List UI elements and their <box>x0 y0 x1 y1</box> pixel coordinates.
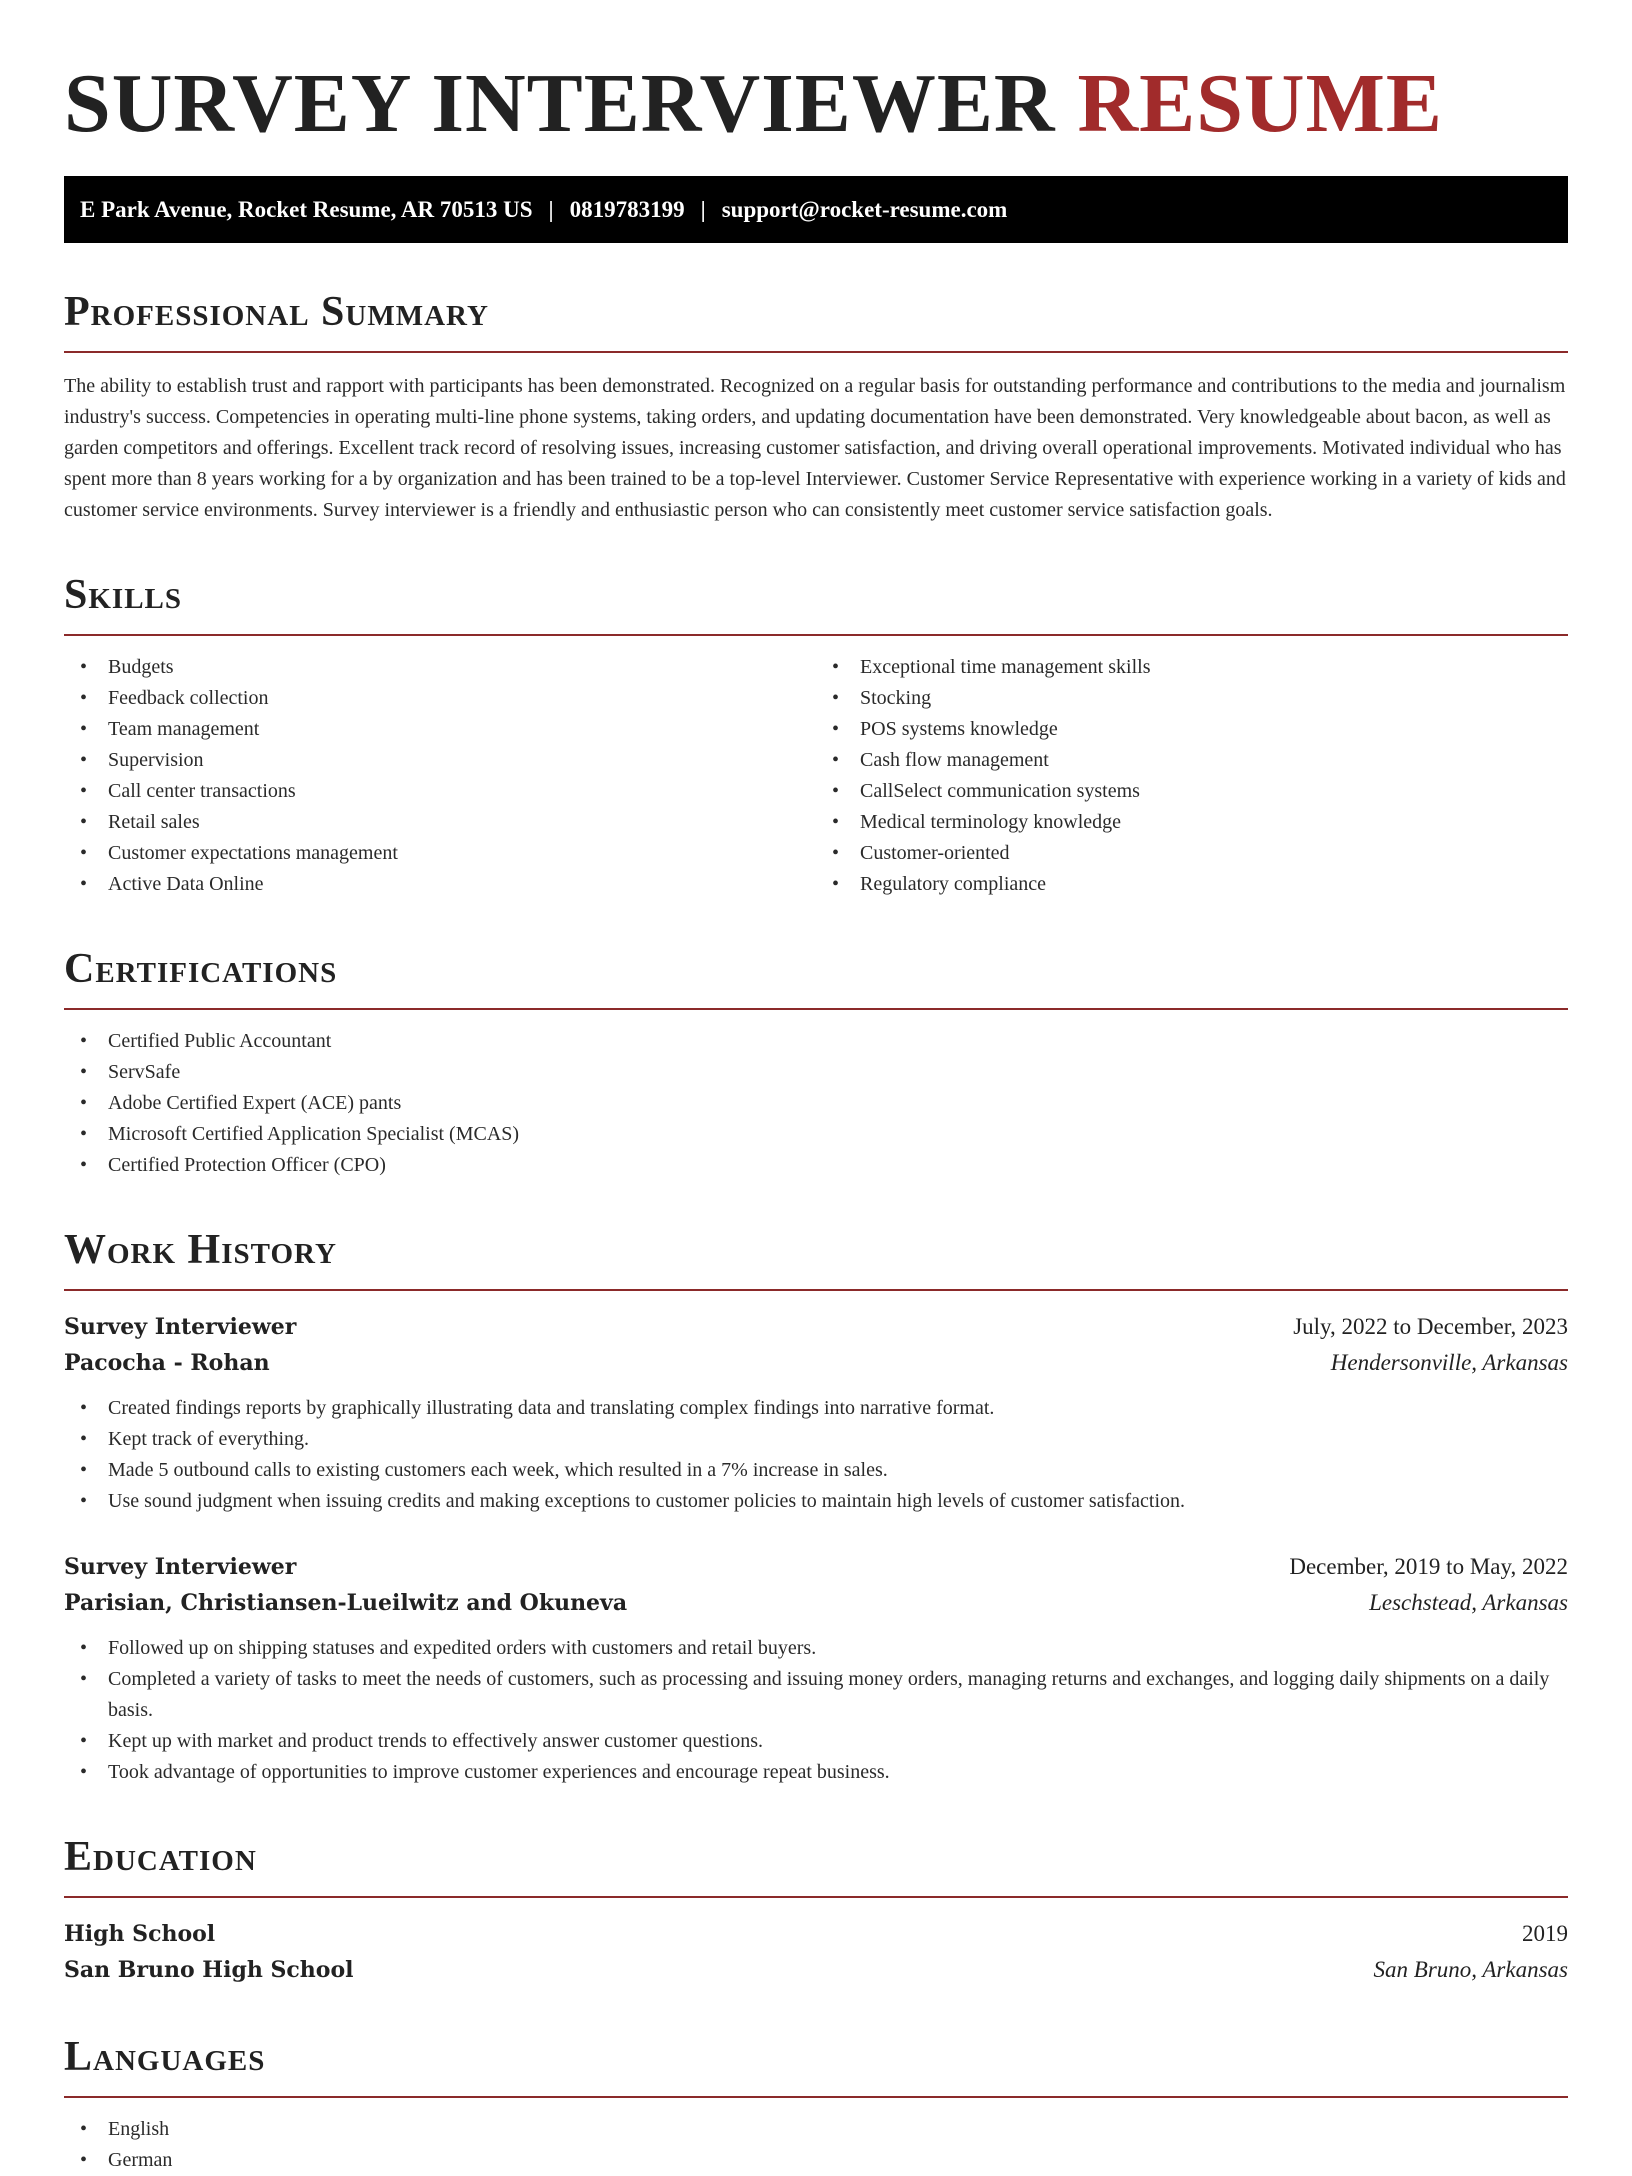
contact-separator: | <box>700 196 706 222</box>
skill-item: • Supervision <box>64 745 816 776</box>
job-bullet: • Completed a variety of tasks to meet the needs of customers, such as processing and issuing money orders, managing returns and exchanges, and logging daily shipments on a daily basis. <box>64 1664 1568 1726</box>
job-title-row <box>64 1309 1568 1345</box>
resume-title <box>64 0 1568 176</box>
certification-item: • Certified Protection Officer (CPO) <box>64 1150 1568 1181</box>
skill-item: • POS systems knowledge <box>816 714 1568 745</box>
languages-section <box>64 2032 1568 2176</box>
skills-left-list <box>64 652 816 900</box>
skill-item: • Customer expectations management <box>64 838 816 869</box>
title-main: SURVEY INTERVIEWER <box>64 57 1056 150</box>
skill-item: • Active Data Online <box>64 869 816 900</box>
job-bullet: • Took advantage of opportunities to improve customer experiences and encourage repeat business. <box>64 1757 1568 1788</box>
job-location: Hendersonville, Arkansas <box>1330 1350 1568 1375</box>
contact-bar <box>64 176 1568 243</box>
skill-item: • Feedback collection <box>64 683 816 714</box>
skills-grid <box>64 636 1568 900</box>
certification-item: • Microsoft Certified Application Specialist (MCAS) <box>64 1119 1568 1150</box>
job-bullet: • Kept up with market and product trends to effectively answer customer questions. <box>64 1726 1568 1757</box>
education-location: San Bruno, Arkansas <box>1373 1957 1568 1982</box>
job-bullet: • Use sound judgment when issuing credits and making exceptions to customer policies to maintain high levels of customer satisfaction. <box>64 1486 1568 1517</box>
work-history-section <box>64 1225 1568 1788</box>
certifications-list <box>64 1026 1568 1181</box>
skill-item: • Call center transactions <box>64 776 816 807</box>
education-degree: High School <box>64 1921 216 1947</box>
skill-item: • Retail sales <box>64 807 816 838</box>
job-dates: December, 2019 to May, 2022 <box>1289 1554 1568 1579</box>
summary-text: The ability to establish trust and rapport with participants has been demonstrated. Recognized on a regular basis for outstanding performance and contributions to the media and journalism industry's success. Competencies in operating multi-line phone systems, taking orders, and updating documentation have been demonstrated. Very knowledgeable about bacon, as well as garden competitors and offerings. Excellent track record of resolving issues, increasing customer satisfaction, and driving overall operational improvements. Motivated individual who has spent more than 8 years working for a by organization and has been trained to be a top-level Interviewer. Customer Service Representative with experience working in a variety of kids and customer service environments. Survey interviewer is a friendly and enthusiastic person who can consistently meet customer service satisfaction goals. <box>64 375 1566 521</box>
skill-item: • Customer-oriented <box>816 838 1568 869</box>
language-item: • English <box>64 2114 1568 2145</box>
job-dates: July, 2022 to December, 2023 <box>1293 1314 1568 1339</box>
skill-item: • Team management <box>64 714 816 745</box>
job-company: Parisian, Christiansen-Lueilwitz and Okuneva <box>64 1590 628 1616</box>
job-bullet: • Followed up on shipping statuses and expedited orders with customers and retail buyers. <box>64 1633 1568 1664</box>
job-title: Survey Interviewer <box>64 1314 297 1340</box>
certifications-section <box>64 944 1568 1181</box>
education-entry <box>64 1916 1568 1988</box>
summary-section <box>64 287 1568 526</box>
title-accent: RESUME <box>1077 57 1443 150</box>
language-item: • German <box>64 2145 1568 2176</box>
work-history-heading: Work History <box>64 1225 1568 1291</box>
skills-heading: Skills <box>64 570 1568 636</box>
skill-item: • Regulatory compliance <box>816 869 1568 900</box>
job-bullet: • Kept track of everything. <box>64 1424 1568 1455</box>
skills-section <box>64 570 1568 900</box>
skill-item: • Budgets <box>64 652 816 683</box>
contact-address: E Park Avenue, Rocket Resume, AR 70513 US <box>80 196 533 222</box>
skill-item: • CallSelect communication systems <box>816 776 1568 807</box>
job-bullets <box>64 1633 1568 1788</box>
job-entry <box>64 1549 1568 1788</box>
certification-item: • Adobe Certified Expert (ACE) pants <box>64 1088 1568 1119</box>
languages-heading: Languages <box>64 2032 1568 2098</box>
contact-email[interactable]: support@rocket-resume.com <box>721 196 1008 222</box>
skill-item: • Exceptional time management skills <box>816 652 1568 683</box>
contact-separator: | <box>548 196 554 222</box>
skills-right-list <box>816 652 1568 900</box>
job-bullet: • Created findings reports by graphically illustrating data and translating complex findings into narrative format. <box>64 1393 1568 1424</box>
contact-phone: 0819783199 <box>569 196 685 222</box>
education-heading: Education <box>64 1832 1568 1898</box>
job-company-row <box>64 1345 1568 1381</box>
skill-item: • Cash flow management <box>816 745 1568 776</box>
education-section <box>64 1832 1568 1988</box>
job-location: Leschstead, Arkansas <box>1369 1590 1568 1615</box>
education-school-row <box>64 1952 1568 1988</box>
job-company-row <box>64 1585 1568 1621</box>
job-bullet: • Made 5 outbound calls to existing customers each week, which resulted in a 7% increase in sales. <box>64 1455 1568 1486</box>
education-school: San Bruno High School <box>64 1957 354 1983</box>
skill-item: • Medical terminology knowledge <box>816 807 1568 838</box>
job-title: Survey Interviewer <box>64 1554 297 1580</box>
certification-item: • ServSafe <box>64 1057 1568 1088</box>
summary-heading: Professional Summary <box>64 287 1568 353</box>
job-bullets <box>64 1393 1568 1517</box>
job-company: Pacocha - Rohan <box>64 1350 270 1376</box>
job-entry <box>64 1309 1568 1517</box>
certification-item: • Certified Public Accountant <box>64 1026 1568 1057</box>
job-title-row <box>64 1549 1568 1585</box>
languages-list <box>64 2114 1568 2176</box>
education-degree-row <box>64 1916 1568 1952</box>
skill-item: • Stocking <box>816 683 1568 714</box>
education-year: 2019 <box>1522 1921 1568 1946</box>
certifications-heading: Certifications <box>64 944 1568 1010</box>
